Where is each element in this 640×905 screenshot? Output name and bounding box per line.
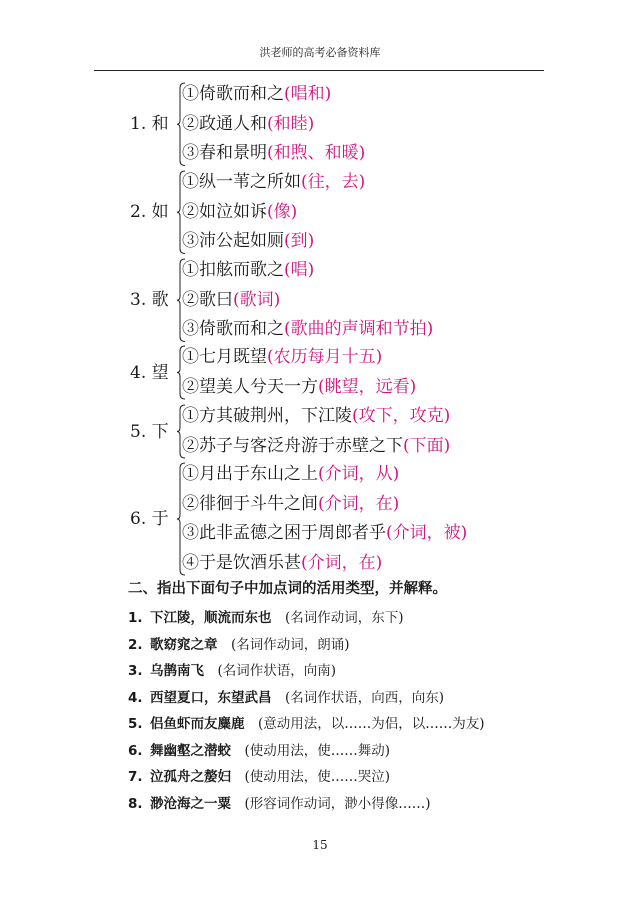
item-number: ③ (182, 143, 199, 163)
meaning-answer: (介词，被) (386, 523, 468, 543)
meaning-answer: (介词，从) (318, 464, 400, 484)
group-label: 3. 歌 (130, 290, 169, 311)
vocab-item (182, 198, 365, 228)
question-explanation: (形容词作动词，渺小得像……) (244, 795, 431, 812)
section-2-title: 二、指出下面句子中加点词的活用类型，并解释。 (128, 581, 447, 597)
page-number: 15 (312, 838, 328, 852)
question-item (128, 685, 485, 712)
item-number: ① (182, 406, 199, 426)
meaning-answer: (像) (267, 201, 298, 222)
group-label: 1. 和 (130, 114, 169, 135)
section-2 (128, 577, 485, 817)
example-sentence: 扣舷而歌之 (199, 260, 284, 280)
example-sentence: 望美人兮天一方 (199, 376, 318, 397)
question-item (128, 791, 485, 818)
item-number: ② (182, 493, 199, 514)
question-explanation: (名词作动词，朗诵) (231, 636, 350, 653)
question-number: 4. (128, 689, 143, 706)
item-number: ② (182, 113, 199, 134)
vocab-item (182, 168, 365, 198)
group-label: 6. 于 (130, 509, 169, 529)
question-number: 3. (128, 663, 143, 679)
meaning-answer: (介词，在) (301, 552, 383, 573)
question-sentence: 歌窈窕之章 (150, 636, 218, 653)
item-number: ② (182, 289, 199, 310)
question-explanation: (意动用法，以……为侣，以……为友) (258, 716, 485, 732)
question-explanation: (名词作状语，向南) (217, 663, 337, 679)
example-sentence: 纵一苇之所如 (199, 172, 301, 192)
item-number: ① (182, 84, 199, 104)
item-number: ① (182, 464, 199, 484)
item-number: ① (182, 172, 199, 192)
question-sentence: 下江陵，顺流而东也 (150, 610, 272, 626)
question-sentence: 乌鹊南飞 (150, 663, 204, 679)
meaning-answer: (到) (284, 231, 315, 251)
question-number: 1. (128, 610, 143, 626)
question-sentence: 舞幽壑之潜蛟 (150, 742, 231, 759)
meaning-answer: (和煦、和暖) (267, 143, 366, 163)
question-explanation: (使动用法，使……舞动) (244, 742, 391, 759)
vocab-item (182, 139, 365, 169)
group-label: 2. 如 (130, 202, 169, 223)
meaning-answer: (歌词) (233, 289, 281, 310)
question-number: 2. (128, 636, 143, 653)
question-explanation: (名词作动词，东下) (285, 610, 404, 626)
question-item (128, 738, 485, 765)
item-number: ③ (182, 319, 199, 339)
question-sentence: 渺沧海之一粟 (150, 795, 231, 812)
question-item (128, 658, 485, 685)
vocab-item (182, 432, 450, 462)
item-number: ③ (182, 523, 199, 543)
example-sentence: 政通人和 (199, 113, 267, 134)
item-number: ③ (182, 231, 199, 251)
vocab-item (182, 460, 467, 490)
example-sentence: 苏子与客泛舟游于赤壁之下 (199, 435, 403, 456)
example-sentence: 歌曰 (199, 289, 233, 310)
vocab-item (182, 315, 433, 345)
example-sentence: 春和景明 (199, 143, 267, 163)
vocab-item (182, 80, 365, 110)
question-list (128, 605, 485, 817)
vocab-item (182, 256, 433, 286)
meaning-answer: (歌曲的声调和节拍) (284, 319, 434, 339)
question-number: 5. (128, 716, 143, 732)
question-item (128, 711, 485, 738)
page-header: 洪老师的高考必备资料库 (259, 46, 381, 59)
item-number: ② (182, 435, 199, 456)
question-item (128, 632, 485, 659)
question-number: 7. (128, 769, 143, 785)
example-sentence: 于是饮酒乐甚 (199, 552, 301, 573)
question-item (128, 764, 485, 791)
item-number: ① (182, 347, 199, 367)
item-number: ② (182, 201, 199, 222)
question-sentence: 西望夏口，东望武昌 (150, 689, 272, 706)
header-rule (94, 70, 544, 71)
vocab-item (182, 519, 467, 549)
meaning-answer: (往，去) (301, 172, 366, 192)
vocab-item (182, 490, 467, 520)
vocab-item (182, 227, 365, 257)
example-sentence: 倚歌而和之 (199, 319, 284, 339)
example-sentence: 如泣如诉 (199, 201, 267, 222)
meaning-answer: (唱) (284, 260, 315, 280)
meaning-answer: (和睦) (267, 113, 315, 134)
question-sentence: 泣孤舟之嫠妇 (150, 769, 231, 785)
example-sentence: 倚歌而和之 (199, 84, 284, 104)
group-label: 5. 下 (130, 421, 169, 442)
question-sentence: 侣鱼虾而友麋鹿 (150, 716, 245, 732)
question-number: 6. (128, 742, 143, 759)
item-number: ④ (182, 552, 199, 573)
vocab-item (182, 549, 467, 579)
meaning-answer: (介词，在) (318, 493, 400, 514)
example-sentence: 徘徊于斗牛之间 (199, 493, 318, 514)
question-explanation: (名词作状语，向西，向东) (285, 689, 445, 706)
vocab-item (182, 286, 433, 316)
vocab-item (182, 343, 416, 373)
question-explanation: (使动用法，使……哭泣) (244, 769, 391, 785)
example-sentence: 月出于东山之上 (199, 464, 318, 484)
question-number: 8. (128, 795, 143, 812)
item-number: ② (182, 376, 199, 397)
question-item (128, 605, 485, 632)
example-sentence: 此非孟德之困于周郎者乎 (199, 523, 386, 543)
group-label: 4. 望 (130, 362, 169, 383)
vocab-item (182, 402, 450, 432)
example-sentence: 沛公起如厕 (199, 231, 284, 251)
meaning-answer: (唱和) (284, 84, 332, 104)
item-number: ① (182, 260, 199, 280)
example-sentence: 方其破荆州，下江陵 (199, 406, 352, 426)
meaning-answer: (眺望，远看) (318, 376, 417, 397)
meaning-answer: (攻下，攻克) (352, 406, 451, 426)
meaning-answer: (农历每月十五) (267, 347, 383, 367)
vocab-item (182, 110, 365, 140)
vocab-item (182, 373, 416, 403)
meaning-answer: (下面) (403, 435, 451, 456)
example-sentence: 七月既望 (199, 347, 267, 367)
